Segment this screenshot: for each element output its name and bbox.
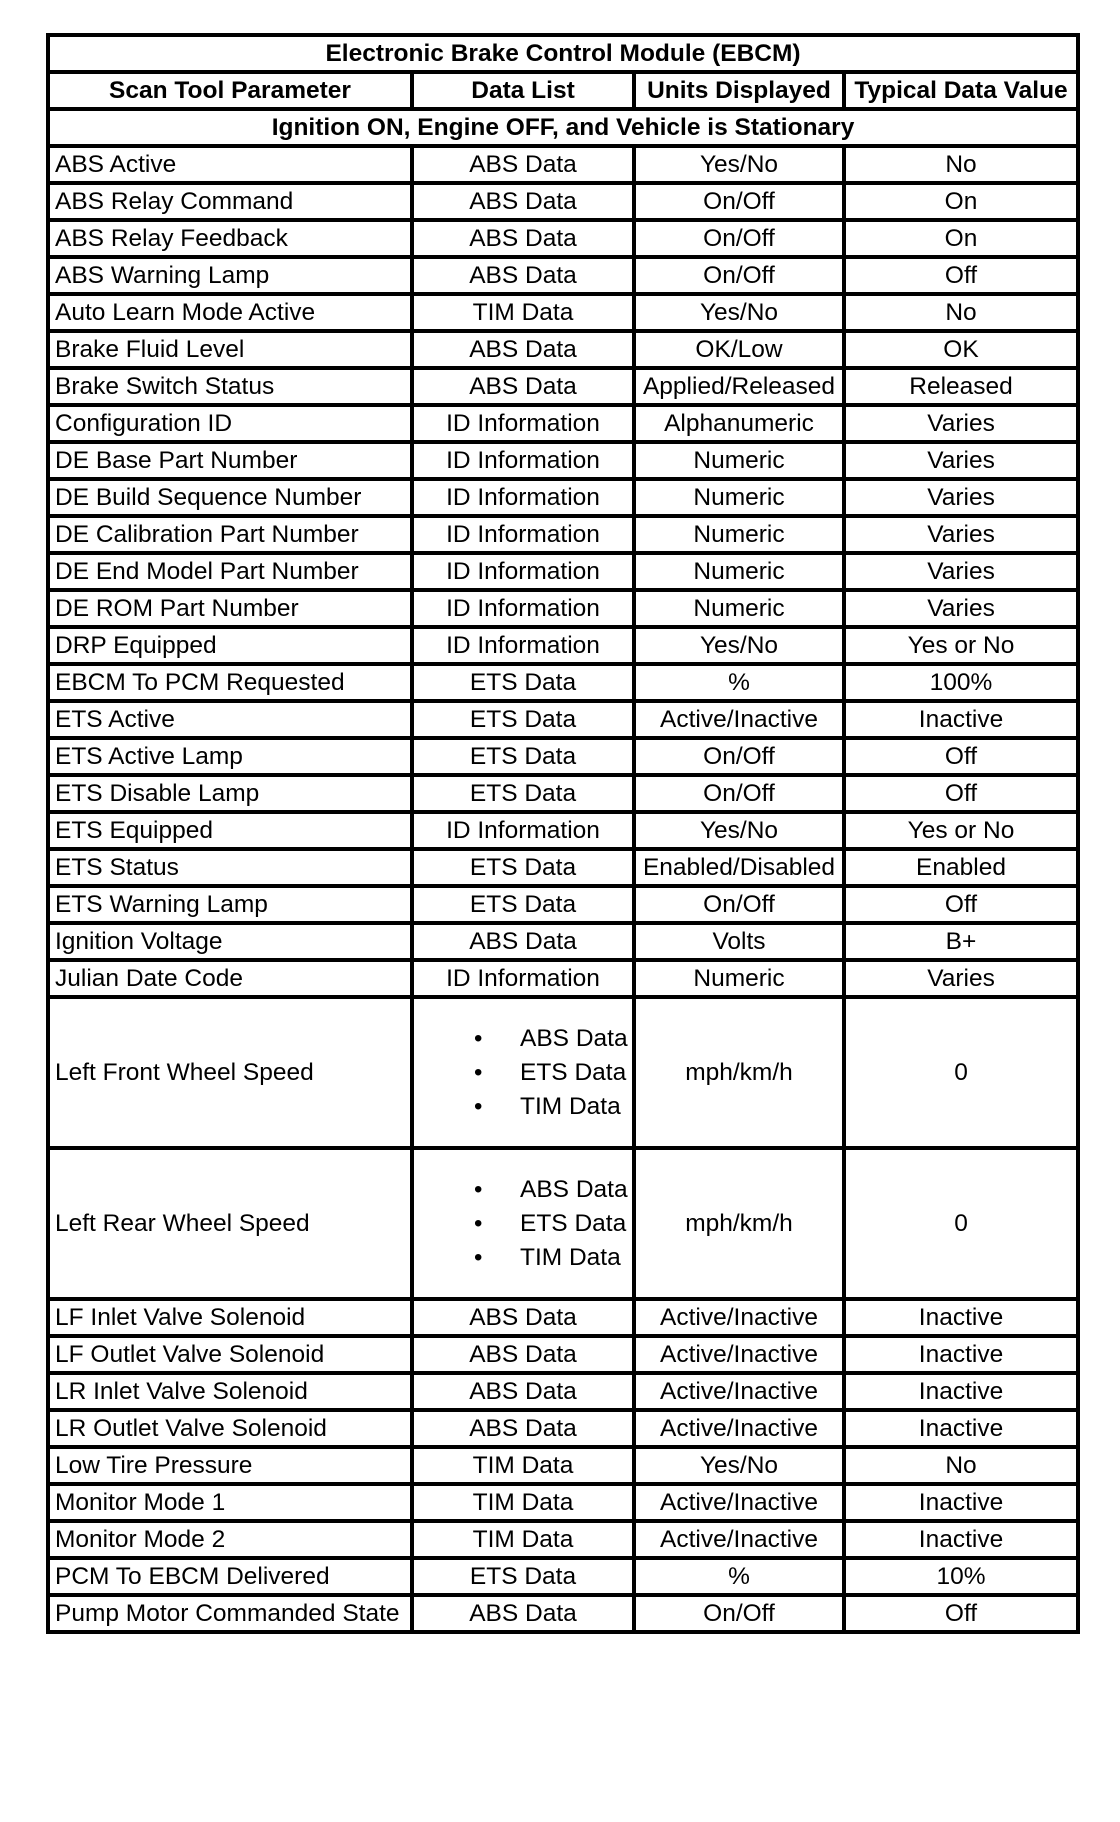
data-list-cell: TIM Data <box>414 1486 636 1523</box>
data-list-cell: ID Information <box>414 518 636 555</box>
table-row <box>50 962 1080 999</box>
parameter-cell: LF Inlet Valve Solenoid <box>50 1301 414 1338</box>
typical-value-cell: Inactive <box>846 1375 1080 1412</box>
data-list-item: • ABS Data <box>474 1022 628 1056</box>
units-cell: Active/Inactive <box>636 1375 846 1412</box>
units-cell: Active/Inactive <box>636 1523 846 1560</box>
data-list-cell: ETS Data <box>414 666 636 703</box>
table-row <box>50 1375 1080 1412</box>
units-cell: Yes/No <box>636 148 846 185</box>
data-list-item: • ABS Data <box>474 1173 628 1207</box>
units-cell: On/Off <box>636 259 846 296</box>
typical-value-cell: On <box>846 222 1080 259</box>
parameter-cell: LF Outlet Valve Solenoid <box>50 1338 414 1375</box>
data-list-cell: ABS Data <box>414 1412 636 1449</box>
typical-value-cell: 0 <box>846 999 1080 1150</box>
typical-value-cell: Varies <box>846 407 1080 444</box>
data-list-cell: ABS Data <box>414 333 636 370</box>
typical-value-cell: Varies <box>846 481 1080 518</box>
table-row <box>50 333 1080 370</box>
data-list-cell: ID Information <box>414 962 636 999</box>
typical-value-cell: Inactive <box>846 1412 1080 1449</box>
parameter-cell: DE Calibration Part Number <box>50 518 414 555</box>
units-cell: mph/km/h <box>636 999 846 1150</box>
data-list-cell: ID Information <box>414 814 636 851</box>
data-list-cell: TIM Data <box>414 1523 636 1560</box>
typical-value-cell: Released <box>846 370 1080 407</box>
typical-value-cell: No <box>846 1449 1080 1486</box>
table-row <box>50 1523 1080 1560</box>
parameter-cell: ETS Status <box>50 851 414 888</box>
parameter-cell: DRP Equipped <box>50 629 414 666</box>
data-list-cell: ETS Data <box>414 777 636 814</box>
header-row <box>50 74 1080 111</box>
typical-value-cell: Yes or No <box>846 814 1080 851</box>
table-row <box>50 666 1080 703</box>
table-row <box>50 555 1080 592</box>
data-list-bullets <box>418 1022 628 1124</box>
parameter-cell: ETS Disable Lamp <box>50 777 414 814</box>
units-cell: % <box>636 1560 846 1597</box>
data-list-cell: ABS Data <box>414 222 636 259</box>
column-header-units: Units Displayed <box>636 74 846 111</box>
parameter-cell: Monitor Mode 2 <box>50 1523 414 1560</box>
data-list-cell: TIM Data <box>414 1449 636 1486</box>
parameter-cell: Julian Date Code <box>50 962 414 999</box>
typical-value-cell: Inactive <box>846 1523 1080 1560</box>
ebcm-data-table <box>46 33 1080 1634</box>
parameter-cell: ABS Warning Lamp <box>50 259 414 296</box>
typical-value-cell: Varies <box>846 592 1080 629</box>
typical-value-cell: Inactive <box>846 1338 1080 1375</box>
table-row <box>50 703 1080 740</box>
typical-value-cell: No <box>846 148 1080 185</box>
data-list-cell: ABS Data <box>414 1338 636 1375</box>
table-row <box>50 740 1080 777</box>
data-list-cell: ABS Data <box>414 925 636 962</box>
units-cell: Yes/No <box>636 1449 846 1486</box>
table-row <box>50 888 1080 925</box>
parameter-cell: PCM To EBCM Delivered <box>50 1560 414 1597</box>
table-row <box>50 629 1080 666</box>
units-cell: Applied/Released <box>636 370 846 407</box>
parameter-cell: ETS Equipped <box>50 814 414 851</box>
parameter-cell: ABS Relay Feedback <box>50 222 414 259</box>
table-row <box>50 999 1080 1150</box>
section-heading: Ignition ON, Engine OFF, and Vehicle is Stationary <box>50 111 1080 148</box>
data-list-cell: ETS Data <box>414 740 636 777</box>
table-row <box>50 1150 1080 1301</box>
typical-value-cell: Off <box>846 259 1080 296</box>
units-cell: Enabled/Disabled <box>636 851 846 888</box>
parameter-cell: DE ROM Part Number <box>50 592 414 629</box>
data-list-item: • TIM Data <box>474 1090 628 1124</box>
table-row <box>50 370 1080 407</box>
data-list-cell: ABS Data <box>414 259 636 296</box>
units-cell: On/Off <box>636 740 846 777</box>
table-row <box>50 814 1080 851</box>
data-list-item: • ETS Data <box>474 1056 628 1090</box>
units-cell: On/Off <box>636 888 846 925</box>
data-list-cell: ID Information <box>414 629 636 666</box>
typical-value-cell: No <box>846 296 1080 333</box>
units-cell: On/Off <box>636 185 846 222</box>
data-list-cell: ETS Data <box>414 888 636 925</box>
data-list-cell: ABS Data <box>414 1597 636 1634</box>
table-row <box>50 592 1080 629</box>
table-row <box>50 1486 1080 1523</box>
units-cell: Numeric <box>636 481 846 518</box>
units-cell: mph/km/h <box>636 1150 846 1301</box>
table-row <box>50 925 1080 962</box>
parameter-cell: ETS Active <box>50 703 414 740</box>
typical-value-cell: Off <box>846 1597 1080 1634</box>
typical-value-cell: Varies <box>846 555 1080 592</box>
table-row <box>50 777 1080 814</box>
parameter-cell: DE Build Sequence Number <box>50 481 414 518</box>
parameter-cell: ETS Active Lamp <box>50 740 414 777</box>
parameter-cell: Low Tire Pressure <box>50 1449 414 1486</box>
data-list-cell: ID Information <box>414 407 636 444</box>
title-row <box>50 37 1080 74</box>
data-list-cell <box>414 1150 636 1301</box>
data-list-cell: ETS Data <box>414 851 636 888</box>
data-list-item: • TIM Data <box>474 1241 628 1275</box>
data-list-cell: ETS Data <box>414 1560 636 1597</box>
typical-value-cell: Yes or No <box>846 629 1080 666</box>
units-cell: Alphanumeric <box>636 407 846 444</box>
typical-value-cell: On <box>846 185 1080 222</box>
table-row <box>50 1597 1080 1634</box>
parameter-cell: DE Base Part Number <box>50 444 414 481</box>
data-list-cell: ID Information <box>414 555 636 592</box>
units-cell: Active/Inactive <box>636 1412 846 1449</box>
typical-value-cell: B+ <box>846 925 1080 962</box>
parameter-cell: Brake Fluid Level <box>50 333 414 370</box>
units-cell: On/Off <box>636 1597 846 1634</box>
typical-value-cell: Varies <box>846 962 1080 999</box>
typical-value-cell: Off <box>846 888 1080 925</box>
table-row <box>50 407 1080 444</box>
units-cell: Active/Inactive <box>636 1338 846 1375</box>
typical-value-cell: 10% <box>846 1560 1080 1597</box>
parameter-cell: ABS Active <box>50 148 414 185</box>
data-list-cell: ABS Data <box>414 1375 636 1412</box>
table-row <box>50 1449 1080 1486</box>
units-cell: Active/Inactive <box>636 1486 846 1523</box>
units-cell: On/Off <box>636 777 846 814</box>
typical-value-cell: Off <box>846 740 1080 777</box>
parameter-cell: Auto Learn Mode Active <box>50 296 414 333</box>
parameter-cell: Ignition Voltage <box>50 925 414 962</box>
data-list-cell: ABS Data <box>414 185 636 222</box>
units-cell: OK/Low <box>636 333 846 370</box>
units-cell: Numeric <box>636 518 846 555</box>
data-list-cell: ID Information <box>414 592 636 629</box>
units-cell: Yes/No <box>636 629 846 666</box>
table-row <box>50 222 1080 259</box>
parameter-cell: EBCM To PCM Requested <box>50 666 414 703</box>
table-row <box>50 851 1080 888</box>
typical-value-cell: Inactive <box>846 1486 1080 1523</box>
typical-value-cell: OK <box>846 333 1080 370</box>
typical-value-cell: Enabled <box>846 851 1080 888</box>
units-cell: Active/Inactive <box>636 1301 846 1338</box>
typical-value-cell: Varies <box>846 518 1080 555</box>
units-cell: Numeric <box>636 962 846 999</box>
units-cell: Numeric <box>636 592 846 629</box>
parameter-cell: ETS Warning Lamp <box>50 888 414 925</box>
parameter-cell: Brake Switch Status <box>50 370 414 407</box>
table-row <box>50 444 1080 481</box>
units-cell: % <box>636 666 846 703</box>
units-cell: Yes/No <box>636 296 846 333</box>
section-row <box>50 111 1080 148</box>
units-cell: Active/Inactive <box>636 703 846 740</box>
data-list-bullets <box>418 1173 628 1275</box>
units-cell: Numeric <box>636 555 846 592</box>
table-row <box>50 518 1080 555</box>
data-list-cell: ABS Data <box>414 148 636 185</box>
data-list-item: • ETS Data <box>474 1207 628 1241</box>
parameter-cell: Pump Motor Commanded State <box>50 1597 414 1634</box>
column-header-parameter: Scan Tool Parameter <box>50 74 414 111</box>
units-cell: Numeric <box>636 444 846 481</box>
data-list-cell: ABS Data <box>414 370 636 407</box>
table-row <box>50 296 1080 333</box>
parameter-cell: LR Outlet Valve Solenoid <box>50 1412 414 1449</box>
data-list-cell: ID Information <box>414 481 636 518</box>
column-header-typical-value: Typical Data Value <box>846 74 1080 111</box>
parameter-cell: DE End Model Part Number <box>50 555 414 592</box>
table-body <box>50 148 1080 1634</box>
typical-value-cell: 100% <box>846 666 1080 703</box>
data-list-cell <box>414 999 636 1150</box>
table-row <box>50 185 1080 222</box>
table-title: Electronic Brake Control Module (EBCM) <box>50 37 1080 74</box>
table-row <box>50 148 1080 185</box>
data-list-cell: ABS Data <box>414 1301 636 1338</box>
parameter-cell: ABS Relay Command <box>50 185 414 222</box>
data-list-cell: TIM Data <box>414 296 636 333</box>
typical-value-cell: Inactive <box>846 703 1080 740</box>
table-row <box>50 1560 1080 1597</box>
table-row <box>50 259 1080 296</box>
parameter-cell: Monitor Mode 1 <box>50 1486 414 1523</box>
data-list-cell: ID Information <box>414 444 636 481</box>
typical-value-cell: Inactive <box>846 1301 1080 1338</box>
units-cell: On/Off <box>636 222 846 259</box>
parameter-cell: Left Front Wheel Speed <box>50 999 414 1150</box>
table-row <box>50 1338 1080 1375</box>
typical-value-cell: Varies <box>846 444 1080 481</box>
table-row <box>50 1301 1080 1338</box>
typical-value-cell: 0 <box>846 1150 1080 1301</box>
column-header-data-list: Data List <box>414 74 636 111</box>
parameter-cell: LR Inlet Valve Solenoid <box>50 1375 414 1412</box>
units-cell: Yes/No <box>636 814 846 851</box>
table-row <box>50 1412 1080 1449</box>
units-cell: Volts <box>636 925 846 962</box>
parameter-cell: Left Rear Wheel Speed <box>50 1150 414 1301</box>
table-row <box>50 481 1080 518</box>
parameter-cell: Configuration ID <box>50 407 414 444</box>
data-list-cell: ETS Data <box>414 703 636 740</box>
typical-value-cell: Off <box>846 777 1080 814</box>
